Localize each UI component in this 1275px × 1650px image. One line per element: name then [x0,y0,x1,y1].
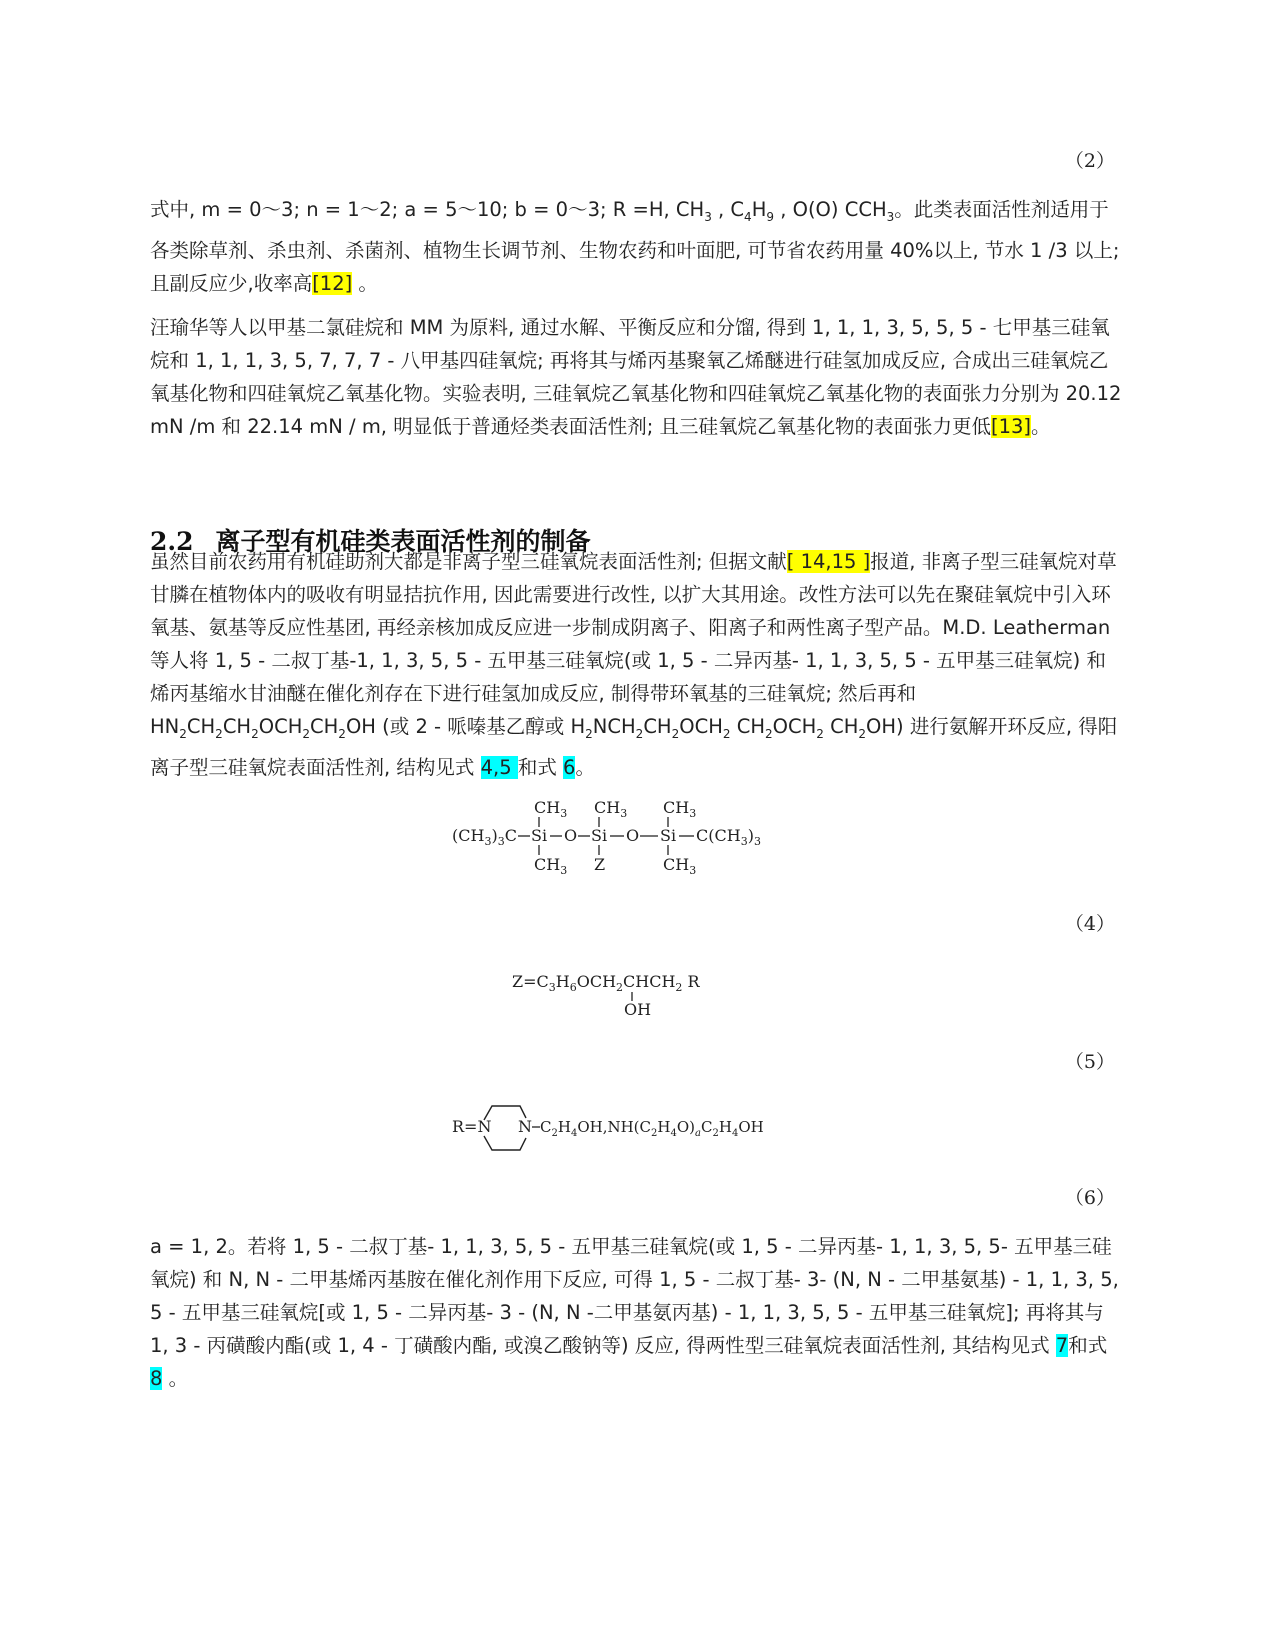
citation-13: [13] [990,415,1032,438]
formula-ref-4-5: 4,5 [480,755,518,779]
si-1: Si [531,826,548,845]
equation-label-5: （5） [1064,1051,1115,1073]
formula-5-structure [510,965,730,1025]
paragraph-ionic-silicone: 虽然目前农药用有机硅助剂大都是非离子型三硅氧烷表面活性剂; 但据文献[ 14,15 ]报道, 非离子型三硅氧烷对草甘膦在植物体内的吸收有明显拮抗作用, 因此需要进行改性, 以扩大其用途。改性方法可以先在聚硅氧烷中引入环氧基、氨基等反应性基团, 再经亲核加成反应进一步制成阴离子、阳离子和两性离子型产品。M.D. Leatherman 等人将 1, 5 - 二叔丁基-1, 1, 3, 5, 5 - 五甲基三硅氧烷(或 1, 5 - 二异丙基- 1, 1, 3, 5, 5 - 五甲基三硅氧烷) 和烯丙基缩水甘油醚在催化剂存在下进行硅氢加成反应, 制得带环氧基的三硅氧烷; 然后再和 $HN_2CH_2CH_2OCH_2CH_2OH$ (或 2 - 哌嗪基乙醇或 $H_2NCH_2CH_2OCH_2$ $CH_2OCH_2$ $CH_2OH$) 进行氨解开环反应, 得阳离子型三硅氧烷表面活性剂, 结构见式 4,5 和式 6。 [150,550,1118,779]
oxygen-2: O [626,826,640,845]
equation-label-6: （6） [1064,1187,1115,1209]
ch3-bottom-3: $CH_3$ [663,855,697,877]
paragraph-wang-yuhua: 汪瑜华等人以甲基二氯硅烷和 MM 为原料, 通过水解、平衡反应和分馏, 得到 1, 1, 1, 3, 5, 5, 5 - 七甲基三硅氧烷和 1, 1, 1, 3, 5, 7, 7, 7 - 八甲基四硅氧烷; 再将其与烯丙基聚氧乙烯醚进行硅氢加成反应, 合成出三硅氧烷乙氧基化物和四硅氧烷乙氧基化物。实验表明, 三硅氧烷乙氧基化物和四硅氧烷乙氧基化物的表面张力分别为 20.12 mN /m 和 22.14 mN / m, 明显低于普通烃类表面活性剂; 且三硅氧烷乙氧基化物的表面张力更低[13]。 [150,316,1122,438]
piperazine-ring-bottom [484,1136,526,1150]
z-definition: $Z=C_3H_6OCH_2CHCH_2$ R [512,972,700,994]
ch3-top-2: $CH_3$ [594,798,628,820]
formula-ref-6: 6 [563,755,576,779]
formula-ref-7: 7 [1055,1334,1069,1357]
formula-6-structure [450,1098,770,1158]
oxygen-1: O [564,826,578,845]
side-chain: $C_2H_4OH,NH(C_2H_4O)_aC_2H_4OH$ [540,1118,764,1139]
tert-butyl-left: $(CH_3)_3C$ [452,826,517,848]
equation-label-2: （2） [1064,150,1115,172]
tert-butyl-right: $C(CH_3)_3$ [696,826,761,848]
paragraph-formula-description: 式中, m = 0～3; n = 1～2; a = 5～10; b = 0～3; R =H, $CH_3$ , $C_4H_9$ , O(O) $CCH_3$。此类表面活性剂适用于各类除草剂、杀虫剂、杀菌剂、植物生长调节剂、生物农药和叶面肥, 可节省农药用量 40%以上, 节水 1 /3 以上; 且副反应少,收率高[12] 。 [150,198,1120,295]
ch3-top-1: $CH_3$ [534,798,568,820]
paragraph-amphoteric: a = 1, 2。若将 1, 5 - 二叔丁基- 1, 1, 3, 5, 5 - 五甲基三硅氧烷(或 1, 5 - 二异丙基- 1, 1, 3, 5, 5- 五甲基三硅氧烷) 和 N, N - 二甲基烯丙基胺在催化剂作用下反应, 可得 1, 5 - 二叔丁基- 3- (N, N - 二甲基氨基) - 1, 1, 3, 5, 5 - 五甲基三硅氧烷[或 1, 5 - 二异丙基- 3 - (N, N -二甲基氨丙基) - 1, 1, 3, 5, 5 - 五甲基三硅氧烷]; 再将其与 1, 3 - 丙磺酸内酯(或 1, 4 - 丁磺酸内酯, 或溴乙酸钠等) 反应, 得两性型三硅氧烷表面活性剂, 其结构见式 7和式 8 。 [150,1235,1119,1390]
hydroxyl-group: OH [624,1000,652,1019]
z-substituent: Z [594,855,606,874]
citation-14-15: [ 14,15 ] [786,550,871,573]
equation-label-4: （4） [1064,913,1115,935]
ch3-top-3: $CH_3$ [663,798,697,820]
citation-12: [12] [312,271,353,295]
r-equals-n: R=N [452,1117,492,1136]
si-2: Si [591,826,608,845]
piperazine-n: N [518,1117,532,1136]
ch3-bottom-1: $CH_3$ [534,855,568,877]
formula-4-structure [450,795,790,885]
formula-ref-8: 8 [150,1367,163,1390]
section-heading: 2.2 离子型有机硅类表面活性剂的制备 [150,527,591,556]
si-3: Si [660,826,677,845]
